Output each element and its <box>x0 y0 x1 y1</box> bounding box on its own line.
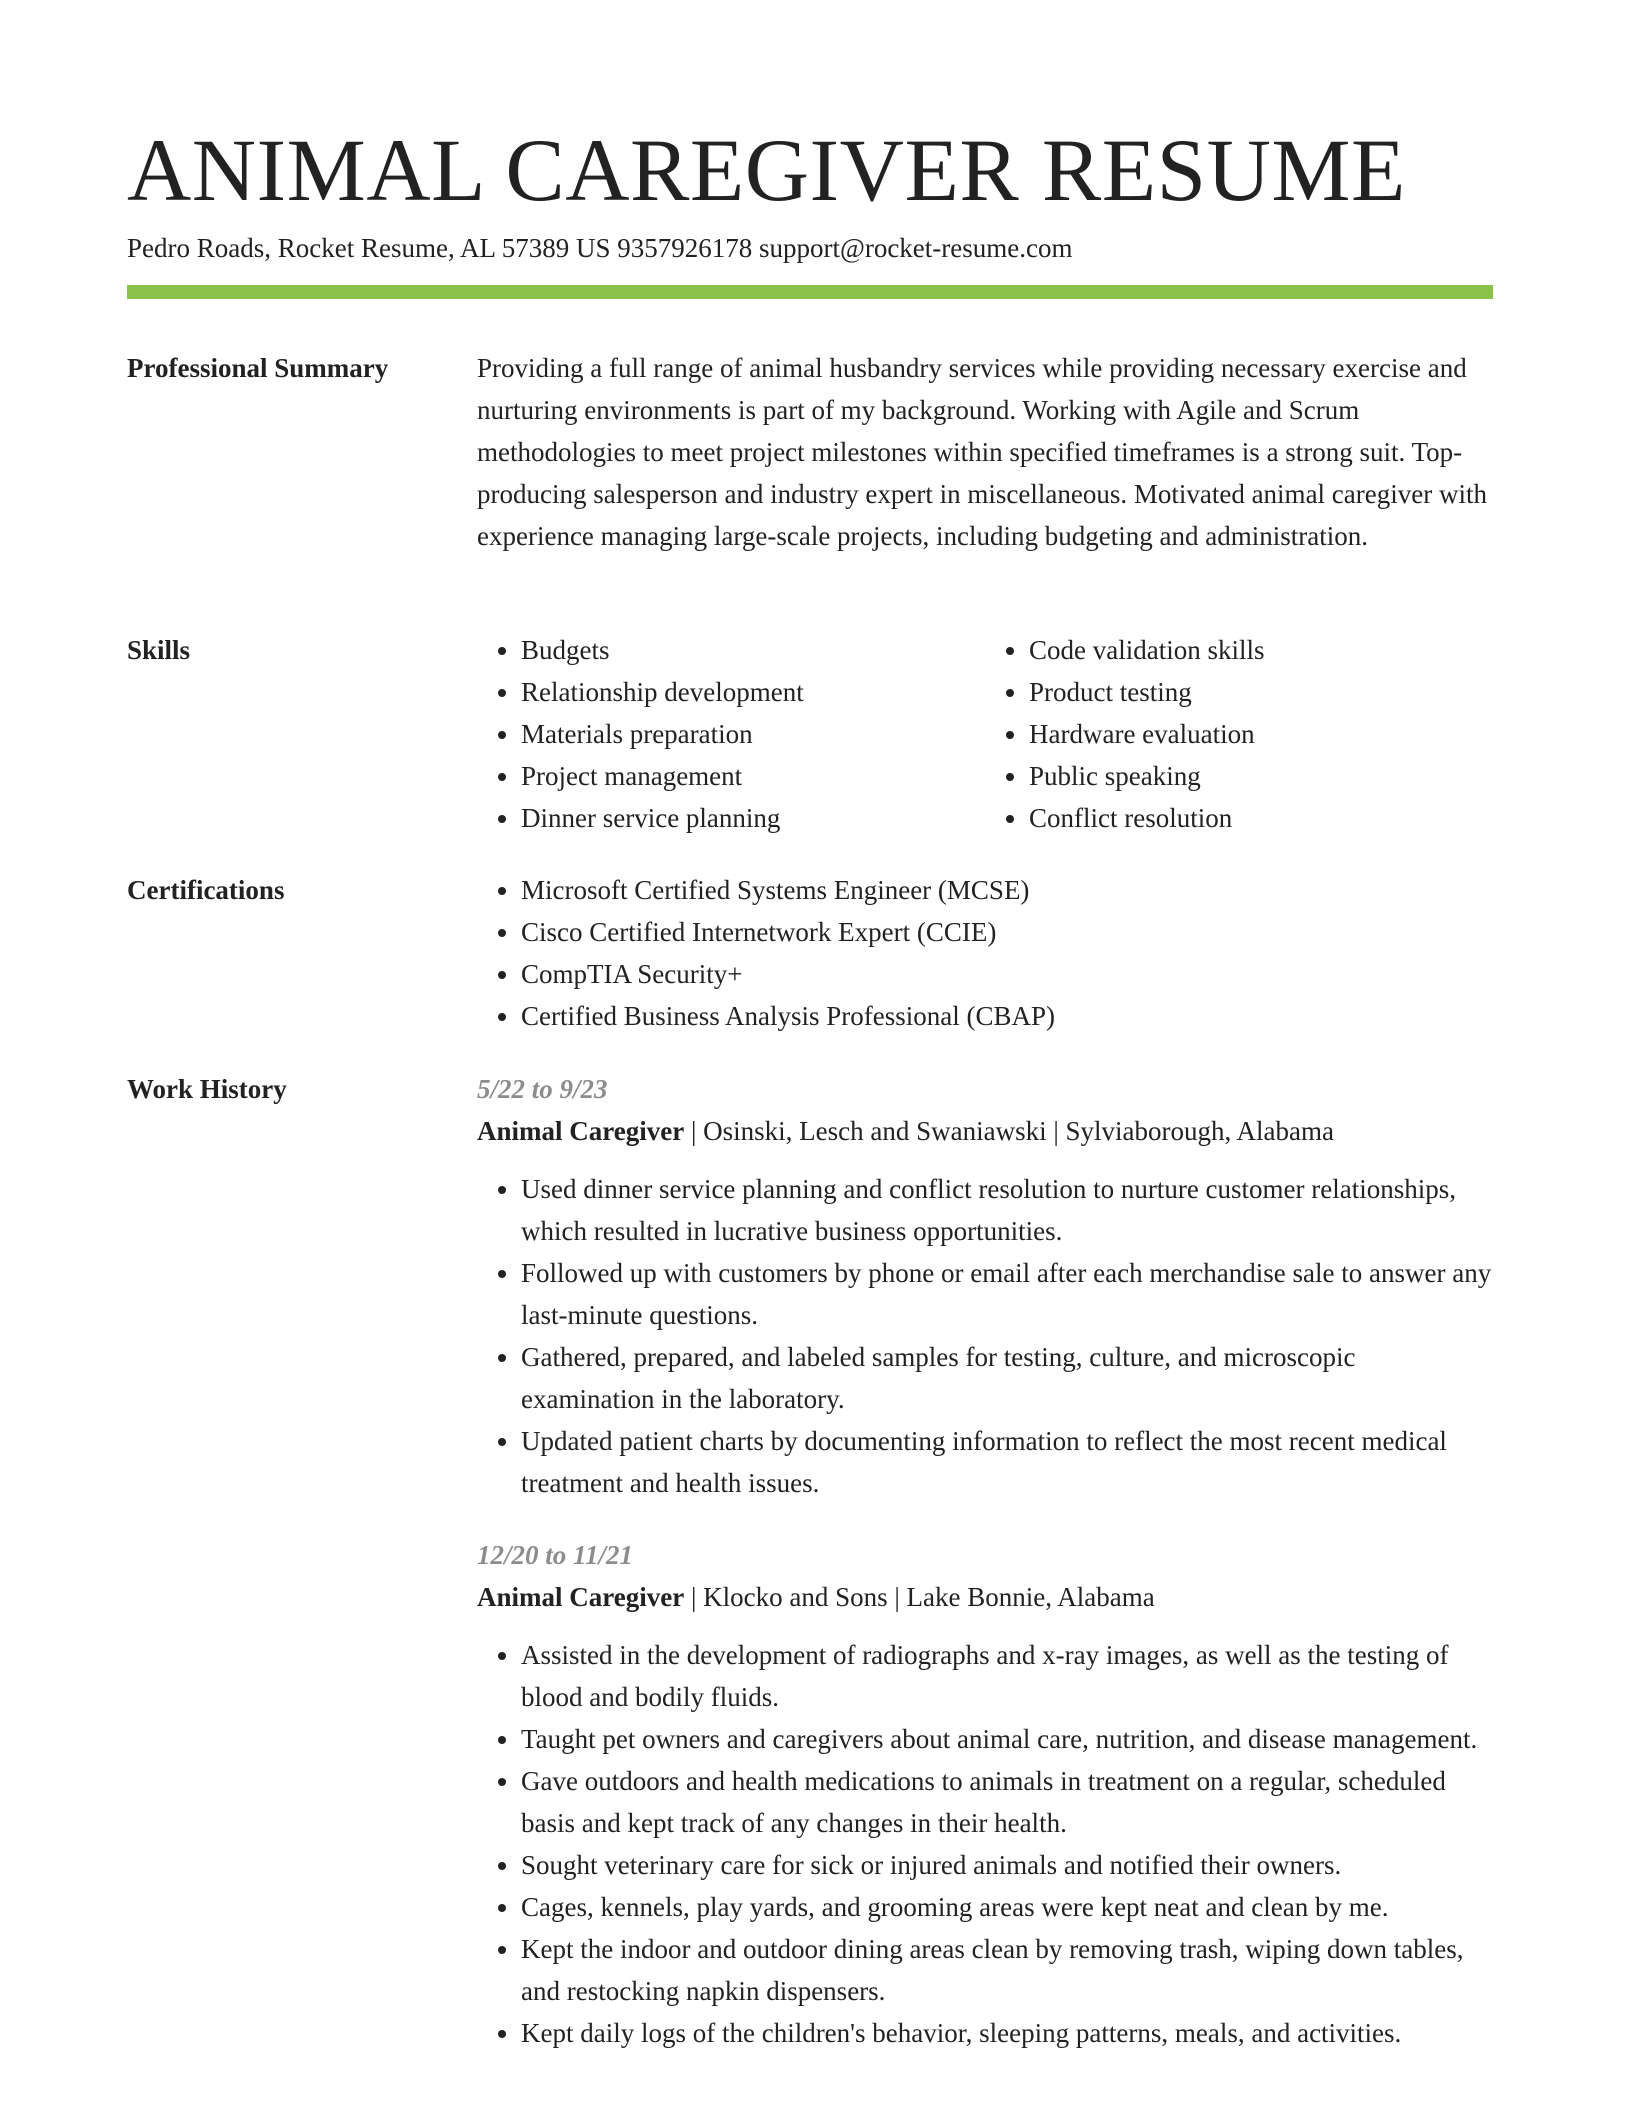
job-bullet: • Used dinner service planning and conflict resolution to nurture customer relationships, which resulted in lucrative business opportunities. <box>521 1168 1493 1252</box>
job-bullet: • Taught pet owners and caregivers about animal care, nutrition, and disease management. <box>521 1718 1493 1760</box>
certifications-list <box>477 869 1493 1037</box>
job-date: 12/20 to 11/21 <box>477 1540 634 1570</box>
skill-item: • Conflict resolution <box>1029 797 1493 839</box>
certification-item: • CompTIA Security+ <box>521 953 1493 995</box>
certification-item: • Certified Business Analysis Professional (CBAP) <box>521 995 1493 1037</box>
skills-label: Skills <box>127 635 191 665</box>
skill-item: • Public speaking <box>1029 755 1493 797</box>
job-bullet: • Kept the indoor and outdoor dining areas clean by removing trash, wiping down tables, and restocking napkin dispensers. <box>521 1928 1493 2012</box>
job-date: 5/22 to 9/23 <box>477 1074 608 1104</box>
skill-item: • Code validation skills <box>1029 629 1493 671</box>
job-bullet: • Gave outdoors and health medications to animals in treatment on a regular, scheduled basis and kept track of any changes in their health. <box>521 1760 1493 1844</box>
skills-section <box>127 629 1493 849</box>
skill-item: • Product testing <box>1029 671 1493 713</box>
certification-item: • Cisco Certified Internetwork Expert (CCIE) <box>521 911 1493 953</box>
job-heading <box>477 1110 1493 1152</box>
job-bullet: • Kept daily logs of the children's behavior, sleeping patterns, meals, and activities. <box>521 2012 1493 2054</box>
job-title: Animal Caregiver <box>477 1582 685 1612</box>
job-bullets <box>477 1168 1493 1504</box>
skill-item: • Relationship development <box>521 671 985 713</box>
contact-info: Pedro Roads, Rocket Resume, AL 57389 US 9357926178 support@rocket-resume.com <box>127 233 1073 263</box>
certifications-section <box>127 869 1493 1049</box>
certification-item: • Microsoft Certified Systems Engineer (MCSE) <box>521 869 1493 911</box>
skills-list-right <box>985 629 1493 839</box>
certifications-label: Certifications <box>127 875 285 905</box>
skill-item: • Materials preparation <box>521 713 985 755</box>
header-divider <box>127 285 1493 299</box>
summary-label: Professional Summary <box>127 353 389 383</box>
job-entry <box>477 1534 1493 2054</box>
resume-title: ANIMAL CAREGIVER RESUME <box>127 122 1406 220</box>
job-bullet: • Assisted in the development of radiographs and x-ray images, as well as the testing of blood and bodily fluids. <box>521 1634 1493 1718</box>
skill-item: • Project management <box>521 755 985 797</box>
work-history-section <box>127 1068 1493 2108</box>
job-bullet: • Cages, kennels, play yards, and grooming areas were kept neat and clean by me. <box>521 1886 1493 1928</box>
work-history-label: Work History <box>127 1074 287 1104</box>
job-title: Animal Caregiver <box>477 1116 685 1146</box>
summary-section <box>127 347 1493 607</box>
skill-item: • Hardware evaluation <box>1029 713 1493 755</box>
job-bullet: • Sought veterinary care for sick or injured animals and notified their owners. <box>521 1844 1493 1886</box>
skills-list-left <box>477 629 985 839</box>
skill-item: • Budgets <box>521 629 985 671</box>
job-bullets <box>477 1634 1493 2054</box>
job-bullet: • Gathered, prepared, and labeled samples for testing, culture, and microscopic examination in the laboratory. <box>521 1336 1493 1420</box>
summary-text: Providing a full range of animal husbandry services while providing necessary exercise and nurturing environments is part of my background. Working with Agile and Scrum methodologies to meet project milestones within specified timeframes is a strong suit. Top-producing salesperson and industry expert in miscellaneous. Motivated animal caregiver with experience managing large-scale projects, including budgeting and administration. <box>477 353 1487 551</box>
skill-item: • Dinner service planning <box>521 797 985 839</box>
job-bullet: • Updated patient charts by documenting information to reflect the most recent medical treatment and health issues. <box>521 1420 1493 1504</box>
job-details: | Klocko and Sons | Lake Bonnie, Alabama <box>684 1582 1155 1612</box>
job-details: | Osinski, Lesch and Swaniawski | Sylviaborough, Alabama <box>684 1116 1334 1146</box>
job-heading <box>477 1576 1493 1618</box>
job-bullet: • Followed up with customers by phone or email after each merchandise sale to answer any last-minute questions. <box>521 1252 1493 1336</box>
job-entry <box>477 1068 1493 1504</box>
